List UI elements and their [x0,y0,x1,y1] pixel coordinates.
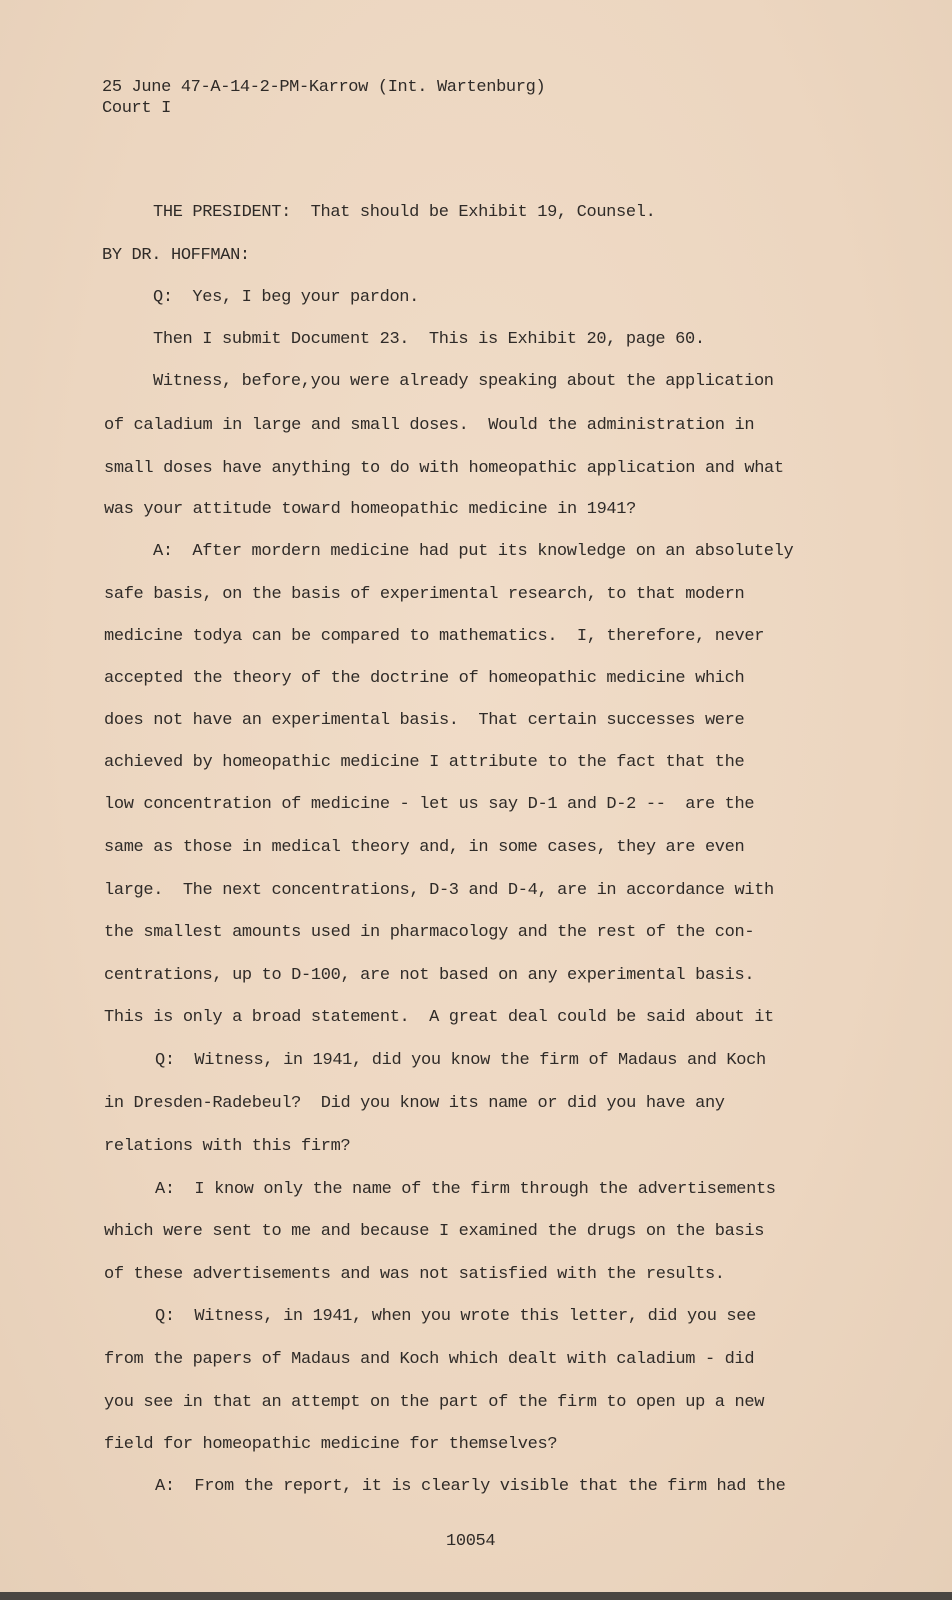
header-line-1: 25 June 47-A-14-2-PM-Karrow (Int. Wartenburg) [102,78,546,97]
text-line: A: After mordern medicine had put its knowledge on an absolutely [153,542,794,561]
text-line: low concentration of medicine - let us say D-1 and D-2 -- are the [104,795,755,814]
text-line: in Dresden-Radebeul? Did you know its name or did you have any [104,1094,725,1113]
text-line: from the papers of Madaus and Koch which dealt with caladium - did [104,1350,755,1369]
text-line: safe basis, on the basis of experimental research, to that modern [104,585,745,604]
text-line: A: I know only the name of the firm through the advertisements [155,1180,776,1199]
text-line: A: From the report, it is clearly visible that the firm had the [155,1477,786,1496]
text-line: small doses have anything to do with homeopathic application and what [104,459,784,478]
text-line: of caladium in large and small doses. Would the administration in [104,416,755,435]
text-line: which were sent to me and because I examined the drugs on the basis [104,1222,765,1241]
text-line: THE PRESIDENT: That should be Exhibit 19, Counsel. [153,203,656,222]
text-line: relations with this firm? [104,1137,351,1156]
header-line-2: Court I [102,99,171,118]
text-line: same as those in medical theory and, in some cases, they are even [104,838,745,857]
text-line: you see in that an attempt on the part of the firm to open up a new [104,1393,765,1412]
text-line: field for homeopathic medicine for themselves? [104,1435,558,1454]
text-line: Q: Yes, I beg your pardon. [153,288,419,307]
text-line: Q: Witness, in 1941, did you know the firm of Madaus and Koch [155,1051,766,1070]
text-line: Then I submit Document 23. This is Exhibit 20, page 60. [153,330,705,349]
text-line: Witness, before,you were already speaking about the application [153,372,774,391]
text-line: was your attitude toward homeopathic medicine in 1941? [104,500,636,519]
text-line: centrations, up to D-100, are not based on any experimental basis. [104,966,755,985]
text-line: does not have an experimental basis. That certain successes were [104,711,745,730]
text-line: achieved by homeopathic medicine I attribute to the fact that the [104,753,745,772]
text-line: of these advertisements and was not satisfied with the results. [104,1265,725,1284]
text-line: the smallest amounts used in pharmacology and the rest of the con- [104,923,755,942]
scan-edge [0,1592,952,1600]
text-line: medicine todya can be compared to mathematics. I, therefore, never [104,627,765,646]
text-line: accepted the theory of the doctrine of homeopathic medicine which [104,669,745,688]
text-line: BY DR. HOFFMAN: [102,246,250,265]
text-line: This is only a broad statement. A great deal could be said about it [104,1008,774,1027]
text-line: Q: Witness, in 1941, when you wrote this letter, did you see [155,1307,756,1326]
page-number: 10054 [446,1532,496,1551]
text-line: large. The next concentrations, D-3 and D-4, are in accordance with [104,881,774,900]
